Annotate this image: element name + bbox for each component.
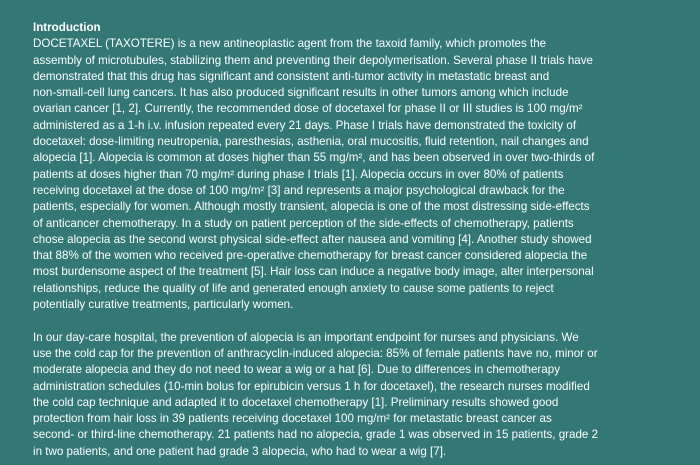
paragraph-introduction: DOCETAXEL (TAXOTERE) is a new antineoplastic agent from the taxoid family, which promotes the assembly of microtubules, stabilizing them and preventing their depolymerisation. Several phase II trials have demonstrated that this drug has significant and consistent anti-tumor activity in metastatic breast and non-small-cell lung cancers. It has also produced significant results in other tumors among which include ovarian cancer [1, 2]. Currently, the recommended dose of docetaxel for phase II or III studies is 100 mg/m² administered as a 1-h i.v. infusion repeated every 21 days. Phase I trials have demonstrated the toxicity of docetaxel: dose-limiting neutropenia, paresthesias, asthenia, oral mucositis, fluid retention, nail changes and alopecia [1]. Alopecia is common at doses higher than 55 mg/m², and has been observed in over two-thirds of patients at doses higher than 70 mg/m² during phase I trials [1]. Alopecia occurs in over 80% of patients receiving docetaxel at the dose of 100 mg/m² [3] and represents a major psychological drawback for the patients, especially for women. Although mostly transient, alopecia is one of the most distressing side-effects of anticancer chemotherapy. In a study on patient perception of the side-effects of chemotherapy, patients chose alopecia as the second worst physical side-effect after nausea and vomiting [4]. Another study showed that 88% of the women who received pre-operative chemotherapy for breast cancer considered alopecia the most burdensome aspect of the treatment [5]. Hair loss can induce a negative body image, alter interpersonal relationships, reduce the quality of life and generated enough anxiety to cause some patients to reject potentially curative treatments, particularly women. (33, 37, 595, 312)
section-heading: Introduction (33, 21, 101, 34)
paragraph-day-care: In our day-care hospital, the prevention of alopecia is an important endpoint for nurses and physicians. We use the cold cap for the prevention of anthracyclin-induced alopecia: 85% of female patients have no, minor or moderate alopecia and they do not need to wear a wig or a hat [6]. Due to differences in chemotherapy administration schedules (10-min bolus for epirubicin versus 1 h for docetaxel), the research nurses modified the cold cap technique and adapted it to docetaxel chemotherapy [1]. Preliminary results showed good protection from hair loss in 39 patients receiving docetaxel 100 mg/m² for metastatic breast cancer as second- or third-line chemotherapy. 21 patients had no alopecia, grade 1 was observed in 15 patients, grade 2 in two patients, and one patient had grade 3 alopecia, who had to wear a wig [7]. (33, 330, 599, 458)
